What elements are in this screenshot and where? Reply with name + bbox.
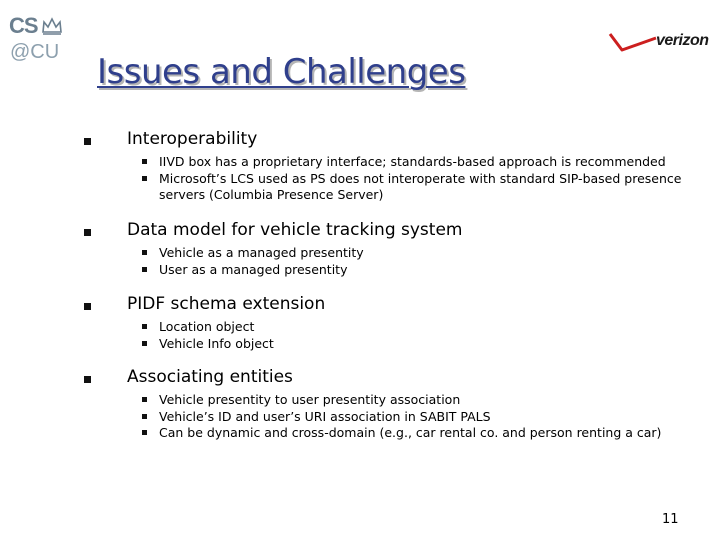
list-item-text: Vehicle Info object [159, 335, 274, 351]
list-item [142, 336, 719, 353]
section-heading: Associating entities [127, 367, 293, 387]
list-item [142, 245, 719, 262]
section-heading-row [84, 220, 719, 245]
section-interoperability [84, 129, 719, 204]
list-item-text: Vehicle’s ID and user’s URI association in SABIT PALS [159, 408, 491, 424]
square-bullet-icon [84, 229, 91, 236]
section-data-model [84, 220, 719, 278]
square-bullet-icon [142, 430, 147, 435]
list-item [142, 319, 719, 336]
slide-title: Issues and Challenges [97, 52, 466, 92]
square-bullet-icon [84, 303, 91, 310]
cs-columbia-logo [9, 14, 65, 70]
section-heading-row [84, 294, 719, 319]
section-pidf-schema [84, 294, 719, 352]
cs-logo-text: CS [9, 13, 38, 38]
page-number: 11 [662, 512, 679, 527]
square-bullet-icon [142, 341, 147, 346]
cu-logo-text: @CU [10, 41, 60, 63]
list-item [142, 262, 719, 279]
list-item [142, 409, 719, 426]
verizon-check-icon [608, 28, 658, 54]
list-item-text: Can be dynamic and cross-domain (e.g., car rental co. and person renting a car) [159, 425, 662, 440]
list-item-text: Vehicle as a managed presentity [159, 245, 364, 260]
section-heading: Data model for vehicle tracking system [127, 220, 463, 240]
square-bullet-icon [84, 138, 91, 145]
list-item-text: Location object [159, 319, 255, 334]
square-bullet-icon [142, 267, 147, 272]
section-heading: Interoperability [127, 129, 258, 149]
square-bullet-icon [142, 159, 147, 164]
section-heading: PIDF schema extension [127, 294, 326, 314]
list-item-text: User as a managed presentity [159, 261, 348, 277]
square-bullet-icon [142, 397, 147, 402]
square-bullet-icon [84, 376, 91, 383]
square-bullet-icon [142, 176, 147, 181]
list-item-text: IIVD box has a proprietary interface; standards-based approach is recommended [159, 154, 666, 169]
verizon-logo [608, 28, 714, 58]
list-item [142, 154, 719, 171]
section-heading-row [84, 367, 719, 392]
section-heading-row [84, 129, 719, 154]
crown-icon [41, 16, 63, 36]
square-bullet-icon [142, 414, 147, 419]
list-item-text: Vehicle presentity to user presentity association [159, 392, 461, 407]
list-item-text: Microsoft’s LCS used as PS does not interoperate with standard SIP-based presence servers (Columbia Presence Server) [159, 170, 682, 202]
square-bullet-icon [142, 324, 147, 329]
list-item [142, 171, 719, 204]
list-item [142, 425, 719, 442]
square-bullet-icon [142, 250, 147, 255]
verizon-wordmark: verizon [656, 32, 709, 49]
section-associating-entities [84, 367, 719, 442]
list-item [142, 392, 719, 409]
